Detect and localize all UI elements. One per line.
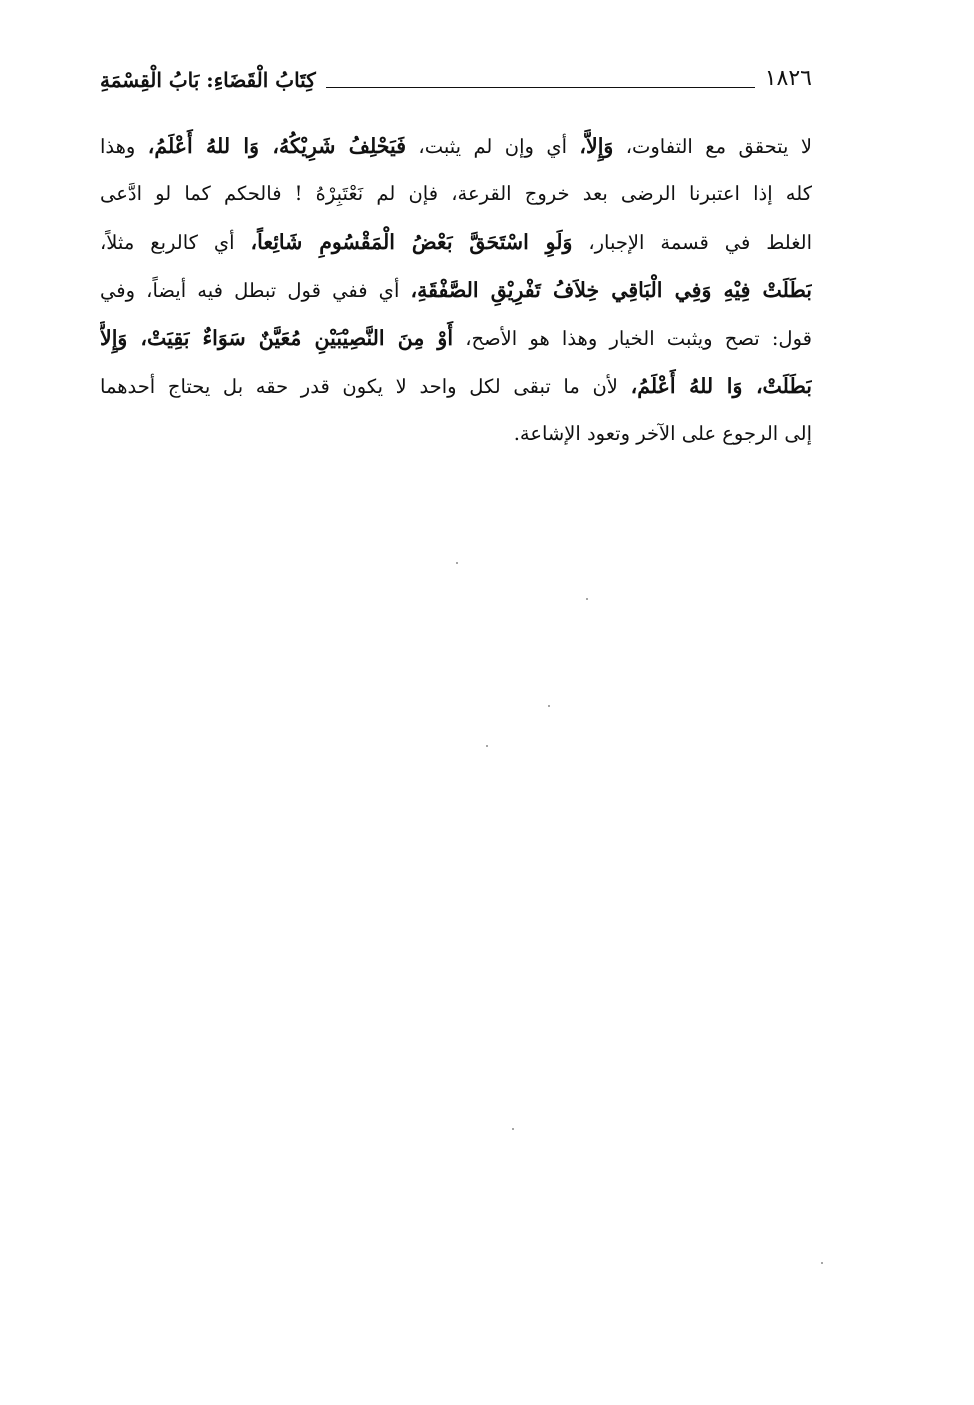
matn-text: بَطَلَتْ فِيْهِ وَفِي الْبَاقِي خِلاَفُ تَفْرِيْقِ الصَّفْقَةِ،	[410, 278, 812, 302]
matn-text: أَوْ مِنَ النَّصِيْبَيْنِ مُعَيَّنٌ سَوَاءٌ بَقِيَتْ، وَإِلاَّ	[100, 326, 454, 350]
scan-speck	[586, 598, 588, 600]
text-line	[100, 362, 812, 410]
commentary-text: لا يتحقق مع التفاوت،	[613, 135, 812, 158]
commentary-text: إلى الرجوع على الآخر وتعود الإشاعة.	[513, 422, 812, 445]
scan-speck	[548, 705, 550, 707]
matn-text: وَلَوِ اسْتَحَقَّ بَعْضُ الْمَقْسُومِ شَائِعاً،	[250, 230, 573, 254]
commentary-text: قول: تصح ويثبت الخيار وهذا هو الأصح،	[453, 327, 812, 350]
matn-text: فَيَحْلِفُ شَرِيْكُهُ، وَا للهُ أَعْلَمُ،	[147, 134, 407, 158]
commentary-text: كله إذا اعتبرنا الرضى بعد خروج القرعة، فإن لم نَعْتَبِرْهُ ! فالحكم كما لو ادَّعى	[100, 182, 812, 205]
running-title: كِتَابُ الْقَضَاءِ: بَابُ الْقِسْمَةِ	[100, 68, 316, 92]
text-line	[100, 314, 812, 362]
header-rule	[326, 87, 755, 88]
text-line	[100, 266, 812, 314]
text-line	[100, 122, 812, 170]
text-line	[100, 170, 812, 218]
body-text	[100, 122, 812, 458]
text-line	[100, 218, 812, 266]
page-header	[100, 58, 812, 94]
scan-speck	[456, 562, 458, 564]
page-number: ١٨٢٦	[764, 66, 812, 91]
commentary-text: أي كالربع مثلاً،	[100, 231, 251, 254]
commentary-text: لأن ما تبقى لكل واحد لا يكون قدر حقه بل يحتاج أحدهما	[100, 375, 631, 398]
commentary-text: وهذا	[100, 135, 148, 158]
scan-speck	[821, 1262, 823, 1264]
scan-speck	[512, 1128, 514, 1130]
commentary-text: أي وإن لم يثبت،	[406, 135, 580, 158]
scan-speck	[486, 745, 488, 747]
text-line	[100, 410, 812, 458]
commentary-text: أي ففي قول تبطل فيه أيضاً، وفي	[100, 279, 411, 302]
matn-text: بَطَلَتْ، وَا للهُ أَعْلَمُ،	[630, 374, 812, 398]
matn-text: وَإِلاَّ،	[579, 134, 614, 158]
commentary-text: الغلط في قسمة الإجبار،	[572, 231, 812, 254]
